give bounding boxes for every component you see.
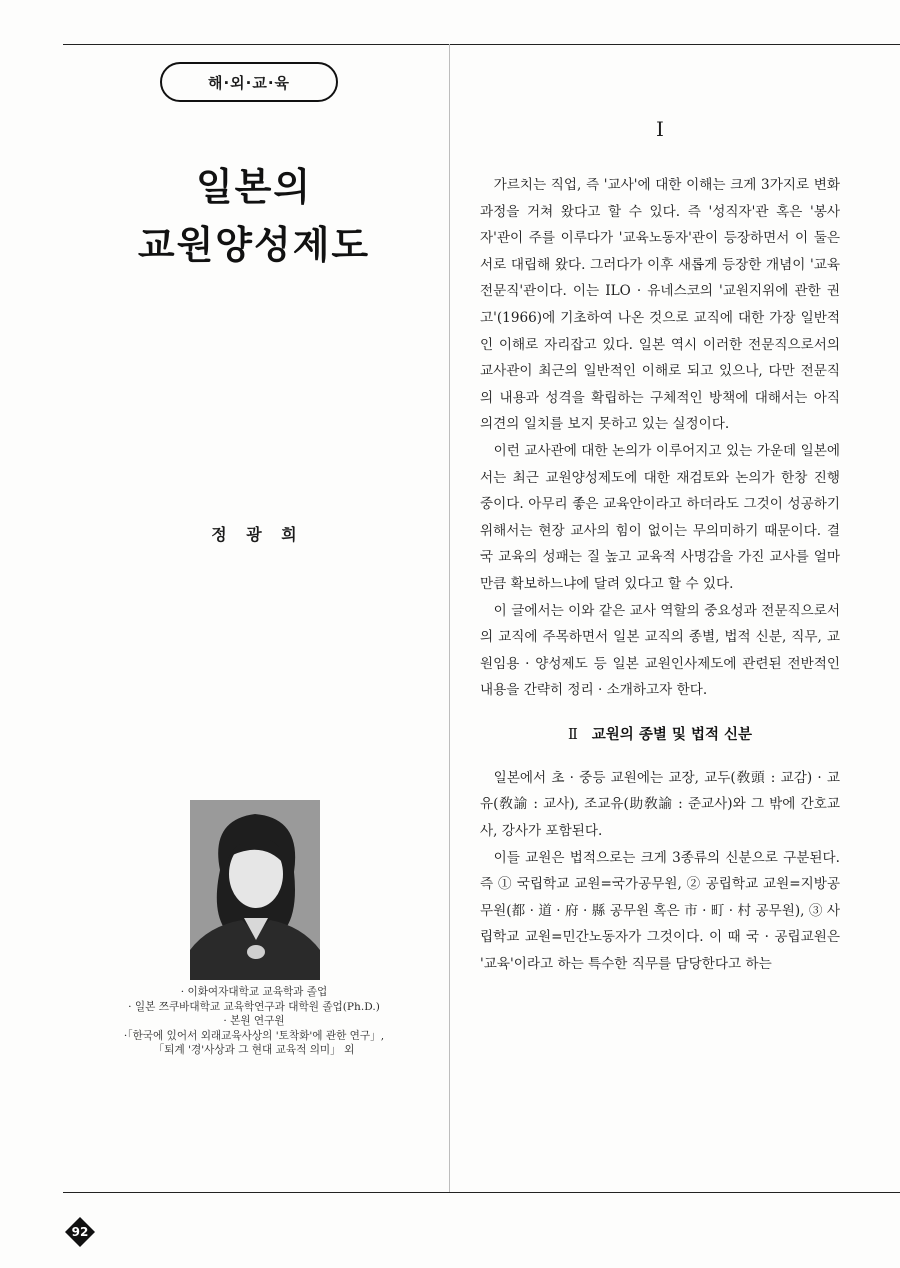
bio-line: · 본원 연구원 xyxy=(223,1015,285,1027)
bio-line: 「퇴계 '경'사상과 그 현대 교육적 의미」 외 xyxy=(153,1044,355,1056)
paragraph: 이들 교원은 법적으로는 크게 3종류의 신분으로 구분된다. 즉 ① 국립학교 교원=국가공무원, ② 공립학교 교원=지방공무원(都 · 道 · 府 · 縣 공무원 혹은 市 · 町 · 村 공무원), ③ 사립학교 교원=민간노동자가 그것이다. 이 때 국 · 공립교원은 '교육'이라고 하는 특수한 직무를 담당한다고 하는 xyxy=(480,849,840,973)
title-line-2: 교원양성제도 xyxy=(137,223,371,267)
section-2-heading xyxy=(480,722,840,748)
paragraph: 이 글에서는 이와 같은 교사 역할의 중요성과 전문직으로서의 교직에 주목하면서 일본 교직의 종별, 법적 신분, 직무, 교원임용 · 양성제도 등 일본 교원인사제도에 관련된 전반적인 내용을 간략히 정리 · 소개하고자 한다. xyxy=(480,602,840,699)
author-bio xyxy=(90,985,418,1058)
section-2-number: Ⅱ xyxy=(567,726,578,743)
bottom-rule xyxy=(63,1192,900,1193)
author-name: 정 광 희 xyxy=(211,525,297,544)
section-1-number: I xyxy=(656,117,664,141)
paragraph: 가르치는 직업, 즉 '교사'에 대한 이해는 크게 3가지로 변화 과정을 거쳐 왔다고 할 수 있다. 즉 '성직자'관 혹은 '봉사자'관이 주를 이루다가 '교육노동자'관이 등장하면서 이 둘은 서로 대립해 왔다. 그러다가 이후 새롭게 등장한 개념이 '교육전문직'관이다. 이는 ILO · 유네스코의 '교원지위에 관한 권고'(1966)에 기초하여 나온 것으로 교직에 대한 가장 일반적인 이해로 자리잡고 있다. 일본 역시 이러한 전문직으로서의 교사관이 최근의 일반적인 이해로 되고 있으나, 다만 전문직의 내용과 성격을 확립하는 구체적인 방책에 대해서는 아직 의견의 일치를 보지 못하고 있는 실정이다. xyxy=(480,177,840,433)
section-2-title: 교원의 종별 및 법적 신분 xyxy=(591,726,753,743)
title-line-1: 일본의 xyxy=(195,165,313,209)
paragraph: 일본에서 초 · 중등 교원에는 교장, 교두(敎頭 : 교감) · 교유(敎諭 : 교사), 조교유(助敎諭 : 준교사)와 그 밖에 간호교사, 강사가 포함된다. xyxy=(480,769,840,840)
section-badge: 해·외·교·육 xyxy=(160,62,338,102)
body-column xyxy=(480,118,840,978)
page-number-badge xyxy=(64,1216,96,1248)
article-title xyxy=(90,158,418,274)
bio-line: ·「한국에 있어서 외래교육사상의 '토착화'에 관한 연구」, xyxy=(123,1029,385,1042)
paragraph: 이런 교사관에 대한 논의가 이루어지고 있는 가운데 일본에서는 최근 교원양성제도에 대한 재검토와 논의가 한창 진행 중이다. 아무리 좋은 교육안이라고 하더라도 그것이 성공하기 위해서는 현장 교사의 힘이 없이는 무의미하기 때문이다. 결국 교육의 성패는 질 높고 교육적 사명감을 가진 교사를 얼마만큼 확보하느냐에 달려 있다고 할 수 있다. xyxy=(480,442,840,592)
page-number: 92 xyxy=(71,1225,89,1239)
bio-line: · 일본 쯔쿠바대학교 교육학연구과 대학원 졸업(Ph.D.) xyxy=(128,1000,380,1013)
column-divider xyxy=(449,44,450,1192)
top-rule xyxy=(63,44,900,45)
bio-line: · 이화여자대학교 교육학과 졸업 xyxy=(180,986,328,998)
author-photo xyxy=(190,800,320,980)
